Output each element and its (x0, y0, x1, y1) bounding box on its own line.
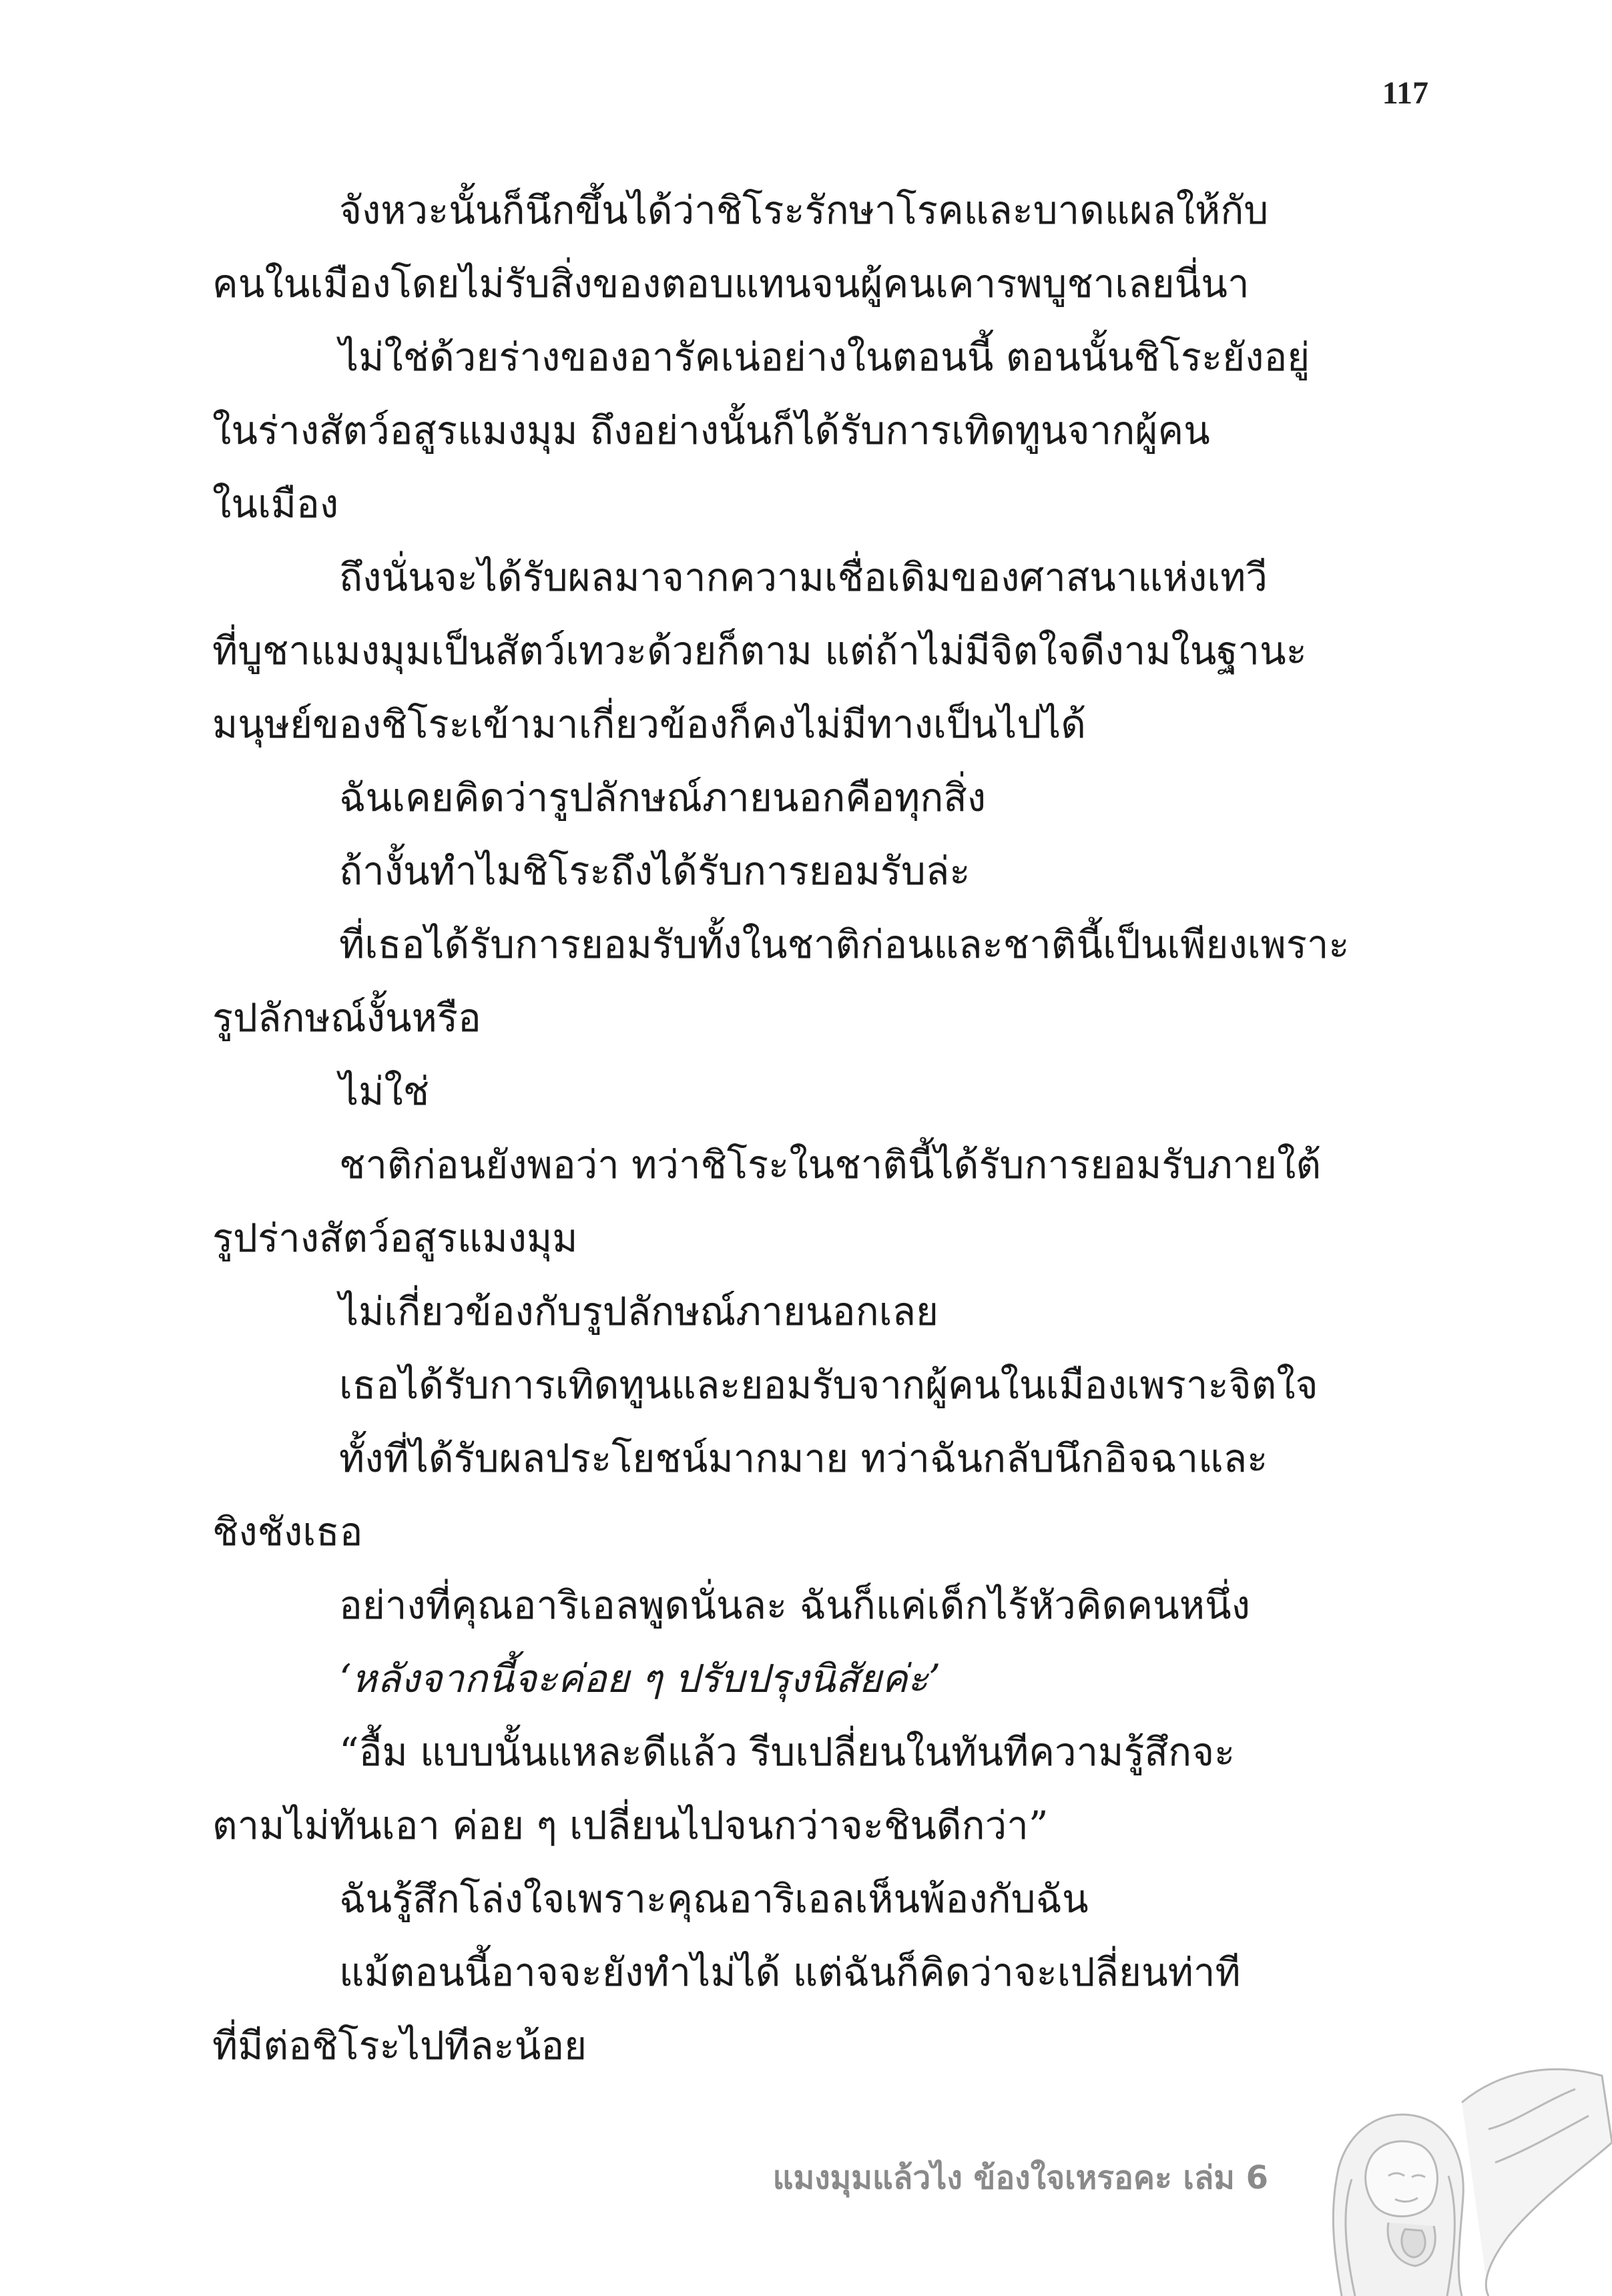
text-line: ฉันเคยคิดว่ารูปลักษณ์ภายนอกคือทุกสิ่ง (339, 775, 987, 820)
text-line: แม้ตอนนี้อาจจะยังทำไม่ได้ แต่ฉันก็คิดว่าจะเปลี่ยนท่าที (339, 1950, 1241, 1995)
text-line: อย่างที่คุณอาริเอลพูดนั่นละ ฉันก็แค่เด็กไร้หัวคิดคนหนึ่ง (339, 1583, 1250, 1628)
text-line: ฉันรู้สึกโล่งใจเพราะคุณอาริเอลเห็นพ้องกับฉัน (339, 1876, 1089, 1922)
text-line: รูปลักษณ์งั้นหรือ (212, 995, 481, 1041)
text-line: ชาติก่อนยังพอว่า ทว่าชิโระในชาตินี้ได้รับการยอมรับภายใต้ (339, 1142, 1321, 1187)
text-line: ในเมือง (212, 481, 339, 527)
text-line: รูปร่างสัตว์อสูรแมงมุม (212, 1215, 578, 1261)
text-line: ตามไม่ทันเอา ค่อย ๆ เปลี่ยนไปจนกว่าจะชินดีกว่า” (212, 1803, 1049, 1848)
text-line: คนในเมืองโดยไม่รับสิ่งของตอบแทนจนผู้คนเคารพบูชาเลยนี่นา (212, 261, 1250, 306)
text-line: ถึงนั่นจะได้รับผลมาจากความเชื่อเดิมของศาสนาแห่งเทวี (339, 555, 1268, 600)
character-illustration (1288, 2062, 1612, 2296)
text-line: ที่มีต่อชิโระไปทีละน้อย (212, 2023, 587, 2068)
text-line: ไม่ใช่ (339, 1069, 430, 1114)
text-line: ไม่เกี่ยวข้องกับรูปลักษณ์ภายนอกเลย (339, 1289, 939, 1334)
text-line: เธอได้รับการเทิดทูนและยอมรับจากผู้คนในเมืองเพราะจิตใจ (339, 1362, 1318, 1408)
text-line: ในร่างสัตว์อสูรแมงมุม ถึงอย่างนั้นก็ได้รับการเทิดทูนจากผู้คน (212, 408, 1210, 453)
body-text (212, 174, 1422, 2082)
text-line: ไม่ใช่ด้วยร่างของอารัคเน่อย่างในตอนนี้ ตอนนั้นชิโระยังอยู่ (339, 334, 1310, 380)
text-line: ชิงชังเธอ (212, 1509, 363, 1554)
page-number: 117 (1382, 75, 1428, 111)
text-line: ทั้งที่ได้รับผลประโยชน์มากมาย ทว่าฉันกลับนึกอิจฉาและ (339, 1436, 1268, 1481)
text-line: มนุษย์ของชิโระเข้ามาเกี่ยวข้องก็คงไม่มีทางเป็นไปได้ (212, 701, 1086, 747)
text-line: ถ้างั้นทำไมชิโระถึงได้รับการยอมรับล่ะ (339, 848, 971, 894)
book-title-footer: แมงมุมแล้วไง ข้องใจเหรอคะ เล่ม 6 (772, 2159, 1268, 2197)
text-line: “อื้ม แบบนั้นแหละดีแล้ว รีบเปลี่ยนในทันทีความรู้สึกจะ (339, 1729, 1236, 1775)
text-line: ที่เธอได้รับการยอมรับทั้งในชาติก่อนและชาตินี้เป็นเพียงเพราะ (339, 922, 1350, 967)
text-line: ‘หลังจากนี้จะค่อย ๆ ปรับปรุงนิสัยค่ะ’ (339, 1656, 941, 1701)
text-line: จังหวะนั้นก็นึกขึ้นได้ว่าชิโระรักษาโรคและบาดแผลให้กับ (339, 188, 1269, 233)
text-line: ที่บูชาแมงมุมเป็นสัตว์เทวะด้วยก็ตาม แต่ถ้าไม่มีจิตใจดีงามในฐานะ (212, 628, 1307, 673)
